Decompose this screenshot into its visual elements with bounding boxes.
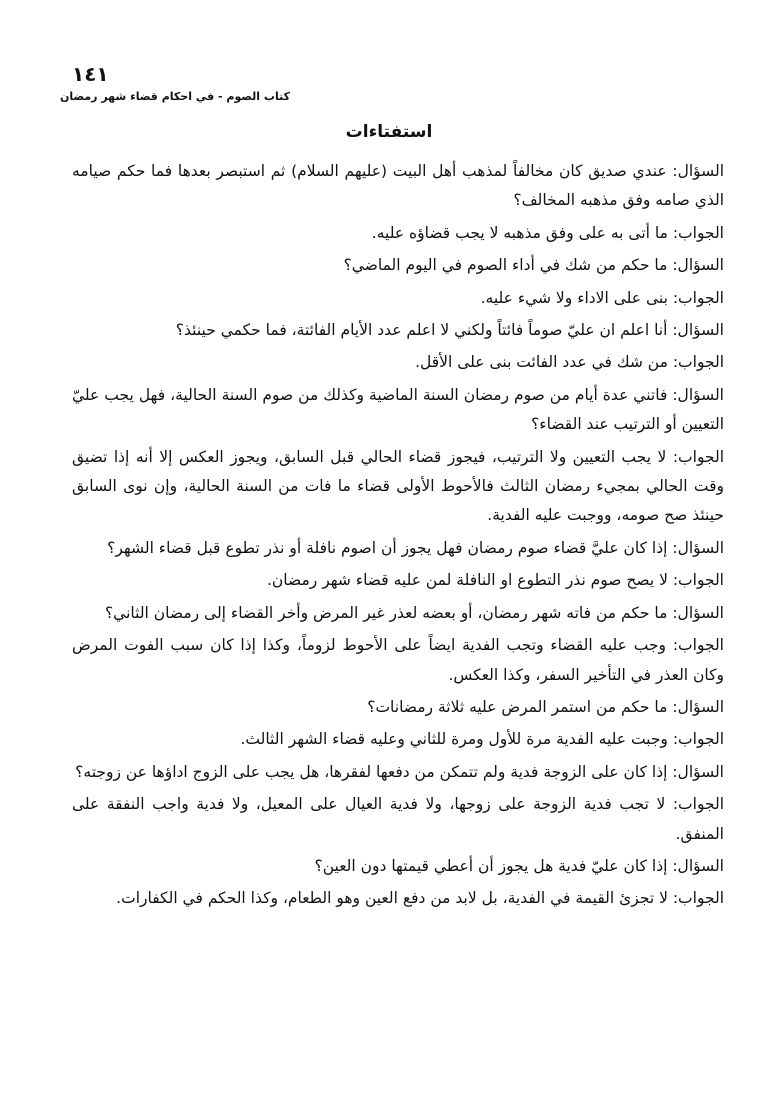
question-paragraph: السؤال: ما حكم من استمر المرض عليه ثلاثة رمضانات؟ xyxy=(367,697,724,716)
question-paragraph: السؤال: عندي صديق كان مخالفاً لمذهب أهل البيت (عليهم السلام) ثم استبصر بعدها فما حكم صيامه الذي صامه وفق مذهبه المخالف؟ xyxy=(72,162,724,210)
answer-paragraph: الجواب: لا تجزئ القيمة في الفدية، بل لابد من دفع العين وهو الطعام، وكذا الحكم في الكفارات. xyxy=(116,889,724,908)
question-paragraph: السؤال: فاتني عدة أيام من صوم رمضان السنة الماضية وكذلك من صوم السنة الحالية، فهل يجب عليّ التعيين أو الترتيب عند القضاء؟ xyxy=(72,385,724,434)
answer-paragraph: الجواب: ما أتى به على وفق مذهبه لا يجب قضاؤه عليه. xyxy=(371,223,724,242)
answer-paragraph: الجواب: لا تجب فدية الزوجة على زوجها، ولا فدية العيال على المعيل، ولا فدية واجب النفقة على المنفق. xyxy=(72,795,724,843)
answer-paragraph: الجواب: لا يصح صوم نذر التطوع او النافلة لمن عليه قضاء شهر رمضان. xyxy=(267,571,724,590)
running-head: كتاب الصوم - في احكام قضاء شهر رمضان xyxy=(60,90,290,103)
answer-paragraph: الجواب: وجب عليه القضاء وتجب الفدية ايضاً على الأحوط لزوماً، وكذا إذا كان سبب الفوت المرض وكان العذر في التأخير السفر، وكذا العكس. xyxy=(72,636,724,684)
question-paragraph: السؤال: إذا كان عليَّ قضاء صوم رمضان فهل يجوز أن اصوم نافلة أو نذر تطوع قبل قضاء الشهر؟ xyxy=(107,538,724,557)
question-paragraph: السؤال: ما حكم من فاته شهر رمضان، أو بعضه لعذر غير المرض وأخر القضاء إلى رمضان الثاني؟ xyxy=(104,603,724,622)
answer-paragraph: الجواب: بنى على الاداء ولا شيء عليه. xyxy=(480,288,724,307)
answer-paragraph: الجواب: وجبت عليه الفدية مرة للأول ومرة للثاني وعليه قضاء الشهر الثالث. xyxy=(240,730,724,749)
question-paragraph: السؤال: إذا كان عليّ فدية هل يجوز أن أعطي قيمتها دون العين؟ xyxy=(314,856,724,875)
page-title: استفتاءات xyxy=(345,122,433,142)
question-paragraph: السؤال: ما حكم من شك في أداء الصوم في اليوم الماضي؟ xyxy=(343,256,724,275)
qa-content xyxy=(72,157,724,917)
answer-paragraph: الجواب: من شك في عدد الفائت بنى على الأقل. xyxy=(415,353,724,372)
page-number: ١٤١ xyxy=(72,62,109,86)
question-paragraph: السؤال: إذا كان على الزوجة فدية ولم تتمكن من دفعها لفقرها، هل يجب على الزوج اداؤها عن زوجته؟ xyxy=(75,762,724,781)
question-paragraph: السؤال: أنا اعلم ان عليّ صوماً فائتاً ولكني لا اعلم عدد الأيام الفائتة، فما حكمي حينئذ؟ xyxy=(175,321,724,340)
answer-paragraph: الجواب: لا يجب التعيين ولا الترتيب، فيجوز قضاء الحالي قبل السابق، ويجوز العكس إلا أنه إذا تضيق وقت الحالي بمجيء رمضان الثالث فالأحوط الأولى قضاء ما فات من السنة الحالية، وإن نوى السابق حينئذ صح صومه، ووجبت عليه الفدية. xyxy=(72,447,724,525)
